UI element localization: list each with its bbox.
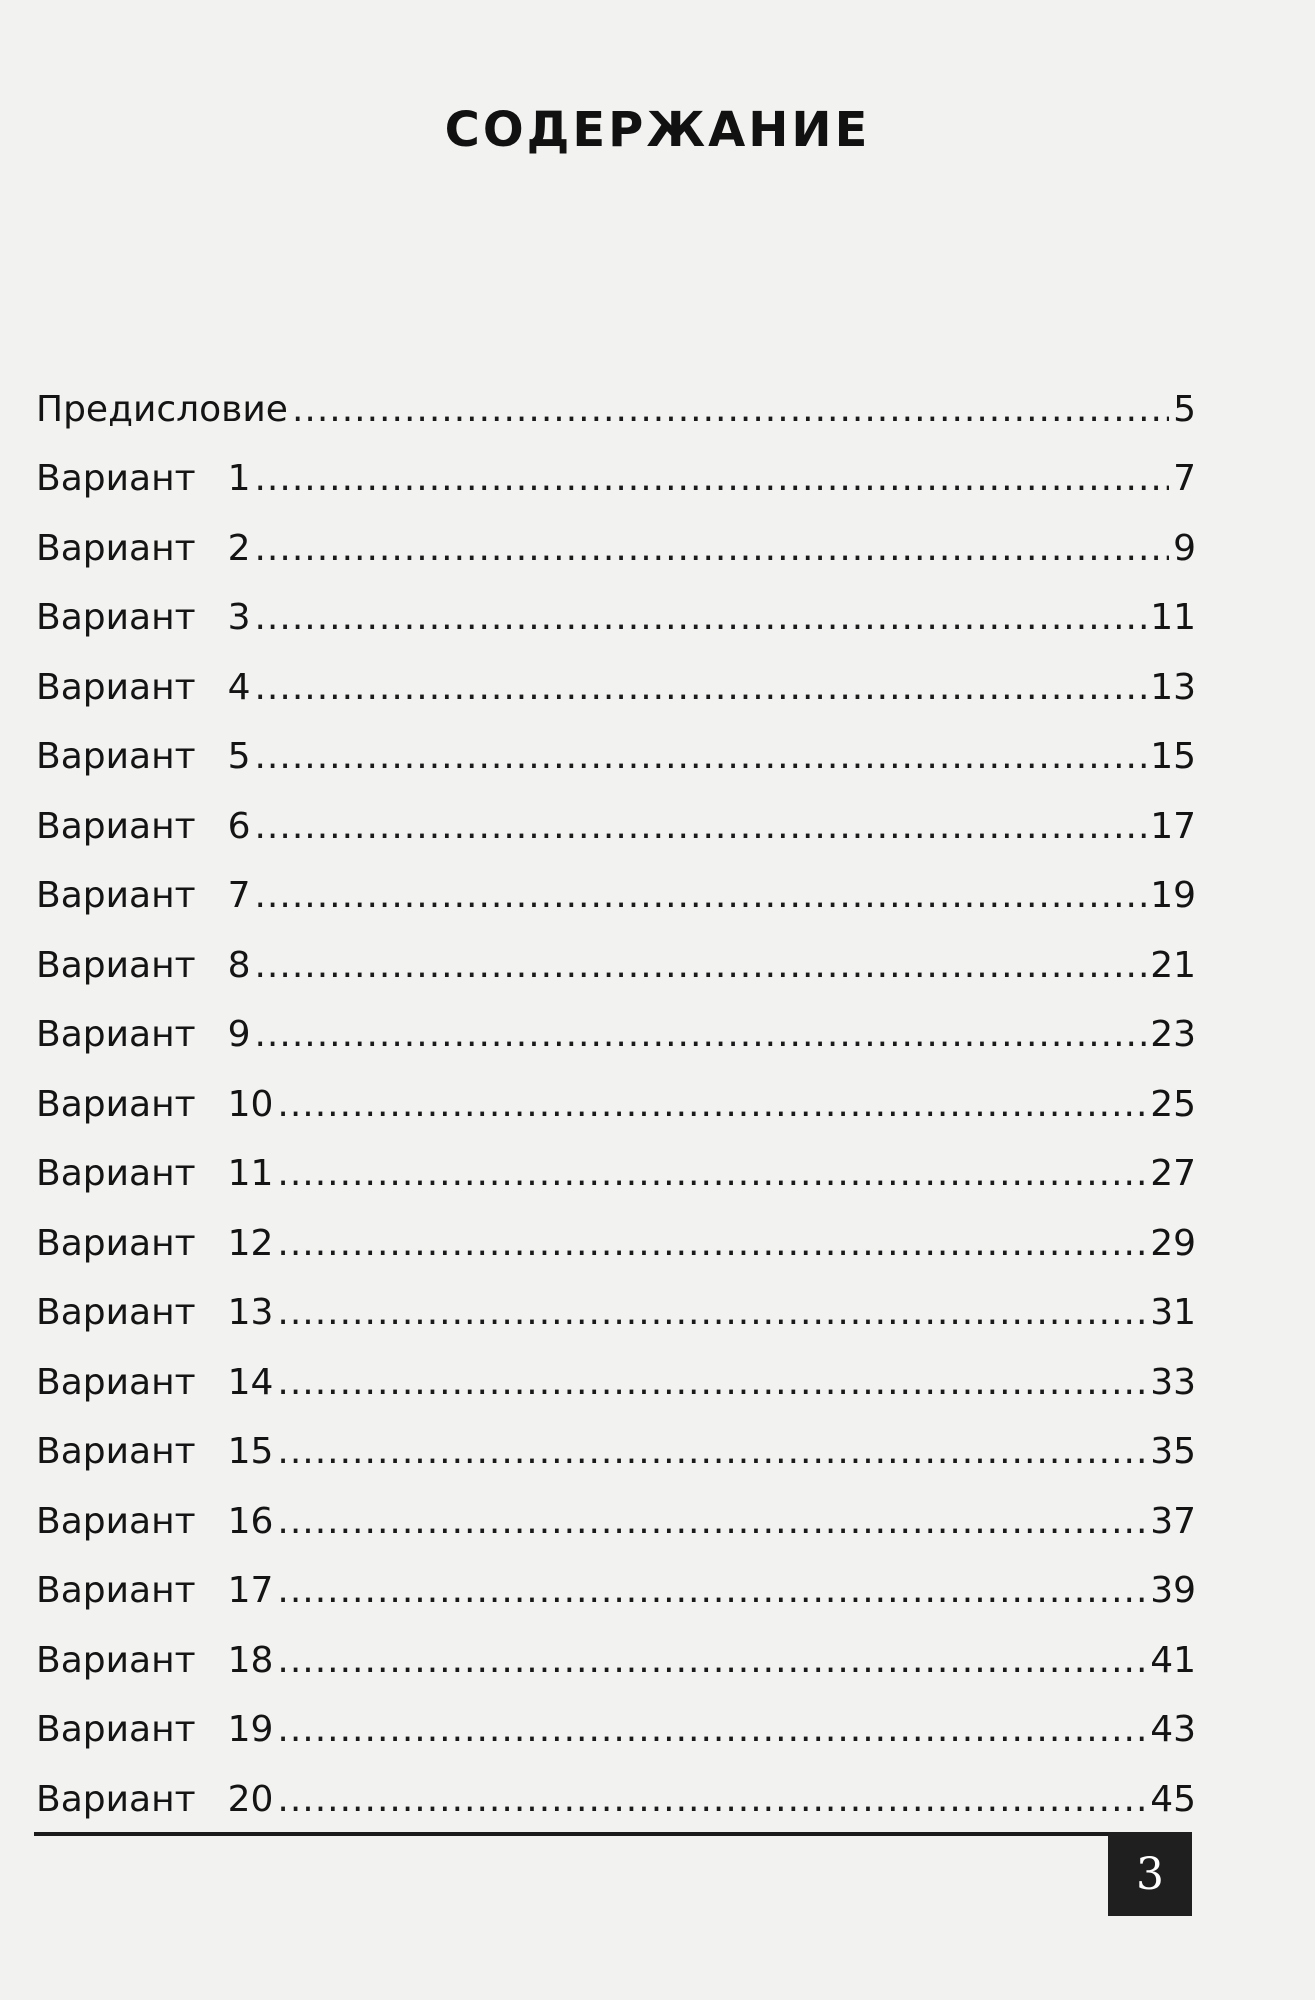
toc-entry-variant [36, 1679, 1196, 1749]
toc-entry-page: 35 [1150, 1431, 1196, 1472]
toc-entry-number: 16 [227, 1500, 274, 1542]
toc-entry-number: 19 [227, 1709, 274, 1750]
dot-leader [254, 878, 1146, 914]
toc-entry-preface [36, 358, 1196, 428]
toc-entry-title: Вариант [36, 666, 196, 708]
dot-leader [277, 1782, 1146, 1818]
dot-leader [254, 531, 1169, 567]
dot-leader [277, 1504, 1146, 1540]
toc-entry-page: 17 [1150, 805, 1196, 847]
toc-entry-page: 19 [1150, 875, 1196, 916]
toc-entry-title: Вариант [36, 1014, 196, 1055]
toc-entry-variant [36, 497, 1196, 567]
dot-leader [277, 1365, 1146, 1401]
toc-entry-number: 15 [227, 1431, 274, 1472]
dot-leader [254, 1017, 1146, 1053]
toc-entry-number: 11 [227, 1153, 274, 1194]
dot-leader [277, 1156, 1146, 1192]
toc-entry-page: 33 [1150, 1361, 1196, 1403]
toc-entry-variant [36, 1123, 1196, 1193]
toc-entry-variant [36, 914, 1196, 984]
toc-entry-title: Вариант [36, 944, 196, 986]
toc-entry-variant [36, 775, 1196, 845]
toc-entry-title: Вариант [36, 527, 196, 569]
toc-entry-page: 15 [1150, 736, 1196, 777]
toc-entry-variant [36, 1609, 1196, 1679]
toc-entry-page: 37 [1150, 1500, 1196, 1542]
toc-entry-title: Вариант [36, 1639, 196, 1681]
dot-leader [292, 392, 1169, 428]
dot-leader [254, 670, 1146, 706]
toc-entry-page: 25 [1150, 1083, 1196, 1125]
toc-entry-title: Вариант [36, 805, 196, 847]
toc-entry-variant [36, 1192, 1196, 1262]
toc-entry-page: 9 [1173, 527, 1196, 569]
toc-entry-title: Вариант [36, 1153, 196, 1194]
page-number-badge [1108, 1832, 1192, 1916]
toc-entry-number: 6 [227, 805, 251, 847]
toc-entry-title: Вариант [36, 458, 196, 499]
toc-entry-number: 5 [227, 736, 251, 777]
dot-leader [254, 600, 1146, 636]
toc-entry-title: Вариант [36, 875, 196, 916]
toc-entry-variant [36, 706, 1196, 776]
toc-entry-variant [36, 636, 1196, 706]
toc-entry-page: 29 [1150, 1222, 1196, 1264]
toc-entry-number: 18 [227, 1639, 274, 1681]
toc-entry-number: 4 [227, 666, 251, 708]
toc-entry-variant [36, 1401, 1196, 1471]
dot-leader [277, 1643, 1146, 1679]
dot-leader [277, 1573, 1146, 1609]
dot-leader [277, 1712, 1146, 1748]
toc-entry-number: 10 [227, 1083, 274, 1125]
toc-entry-variant [36, 1053, 1196, 1123]
toc-entry-title: Вариант [36, 1292, 196, 1333]
toc-entry-title: Вариант [36, 1083, 196, 1125]
toc-entry-variant [36, 1748, 1196, 1818]
toc-entry-variant [36, 428, 1196, 498]
dot-leader [254, 739, 1146, 775]
toc-entry-page: 21 [1150, 944, 1196, 986]
toc-entry-title: Вариант [36, 1222, 196, 1264]
toc-entry-variant [36, 1331, 1196, 1401]
toc-entry-number: 2 [227, 527, 251, 569]
toc-entry-number: 12 [227, 1222, 274, 1264]
toc-entry-number: 13 [227, 1292, 274, 1333]
page-number: 3 [1136, 1848, 1164, 1900]
toc-entry-page: 11 [1150, 597, 1196, 638]
page-title: СОДЕРЖАНИЕ [444, 102, 871, 158]
toc-entry-number: 1 [227, 458, 251, 499]
toc-entry-page: 43 [1150, 1709, 1196, 1750]
toc-entry-number: 8 [227, 944, 251, 986]
toc-entry-title: Вариант [36, 1500, 196, 1542]
dot-leader [277, 1295, 1146, 1331]
toc-entry-variant [36, 984, 1196, 1054]
toc-entry-number: 3 [227, 597, 251, 638]
toc-entry-number: 7 [227, 875, 251, 916]
toc-entry-title: Вариант [36, 597, 196, 638]
toc-entry-page: 41 [1150, 1639, 1196, 1681]
footer-rule [34, 1832, 1192, 1836]
toc-entry-title: Вариант [36, 1361, 196, 1403]
toc-entry-variant [36, 567, 1196, 637]
toc-entry-page: 39 [1150, 1570, 1196, 1611]
toc-entry-title: Вариант [36, 1570, 196, 1611]
toc-entry-title: Вариант [36, 1778, 196, 1820]
table-of-contents [36, 358, 1196, 1818]
toc-entry-number: 14 [227, 1361, 274, 1403]
dot-leader [254, 948, 1146, 984]
toc-entry-number: 9 [227, 1014, 251, 1055]
toc-entry-page: 7 [1173, 458, 1196, 499]
toc-entry-variant [36, 1262, 1196, 1332]
toc-entry-title: Вариант [36, 736, 196, 777]
toc-entry-page: 31 [1150, 1292, 1196, 1333]
toc-entry-title: Вариант [36, 1709, 196, 1750]
toc-entry-title: Вариант [36, 1431, 196, 1472]
dot-leader [254, 461, 1169, 497]
toc-entry-number: 20 [227, 1778, 274, 1820]
toc-entry-variant [36, 1540, 1196, 1610]
dot-leader [254, 809, 1146, 845]
toc-entry-page: 5 [1173, 388, 1196, 430]
toc-entry-page: 27 [1150, 1153, 1196, 1194]
dot-leader [277, 1226, 1146, 1262]
dot-leader [277, 1434, 1146, 1470]
toc-entry-page: 45 [1150, 1778, 1196, 1820]
toc-entry-number: 17 [227, 1570, 274, 1611]
dot-leader [277, 1087, 1146, 1123]
toc-entry-variant [36, 1470, 1196, 1540]
toc-entry-variant [36, 845, 1196, 915]
toc-entry-page: 13 [1150, 666, 1196, 708]
toc-entry-title: Предисловие [36, 388, 288, 430]
toc-entry-page: 23 [1150, 1014, 1196, 1055]
